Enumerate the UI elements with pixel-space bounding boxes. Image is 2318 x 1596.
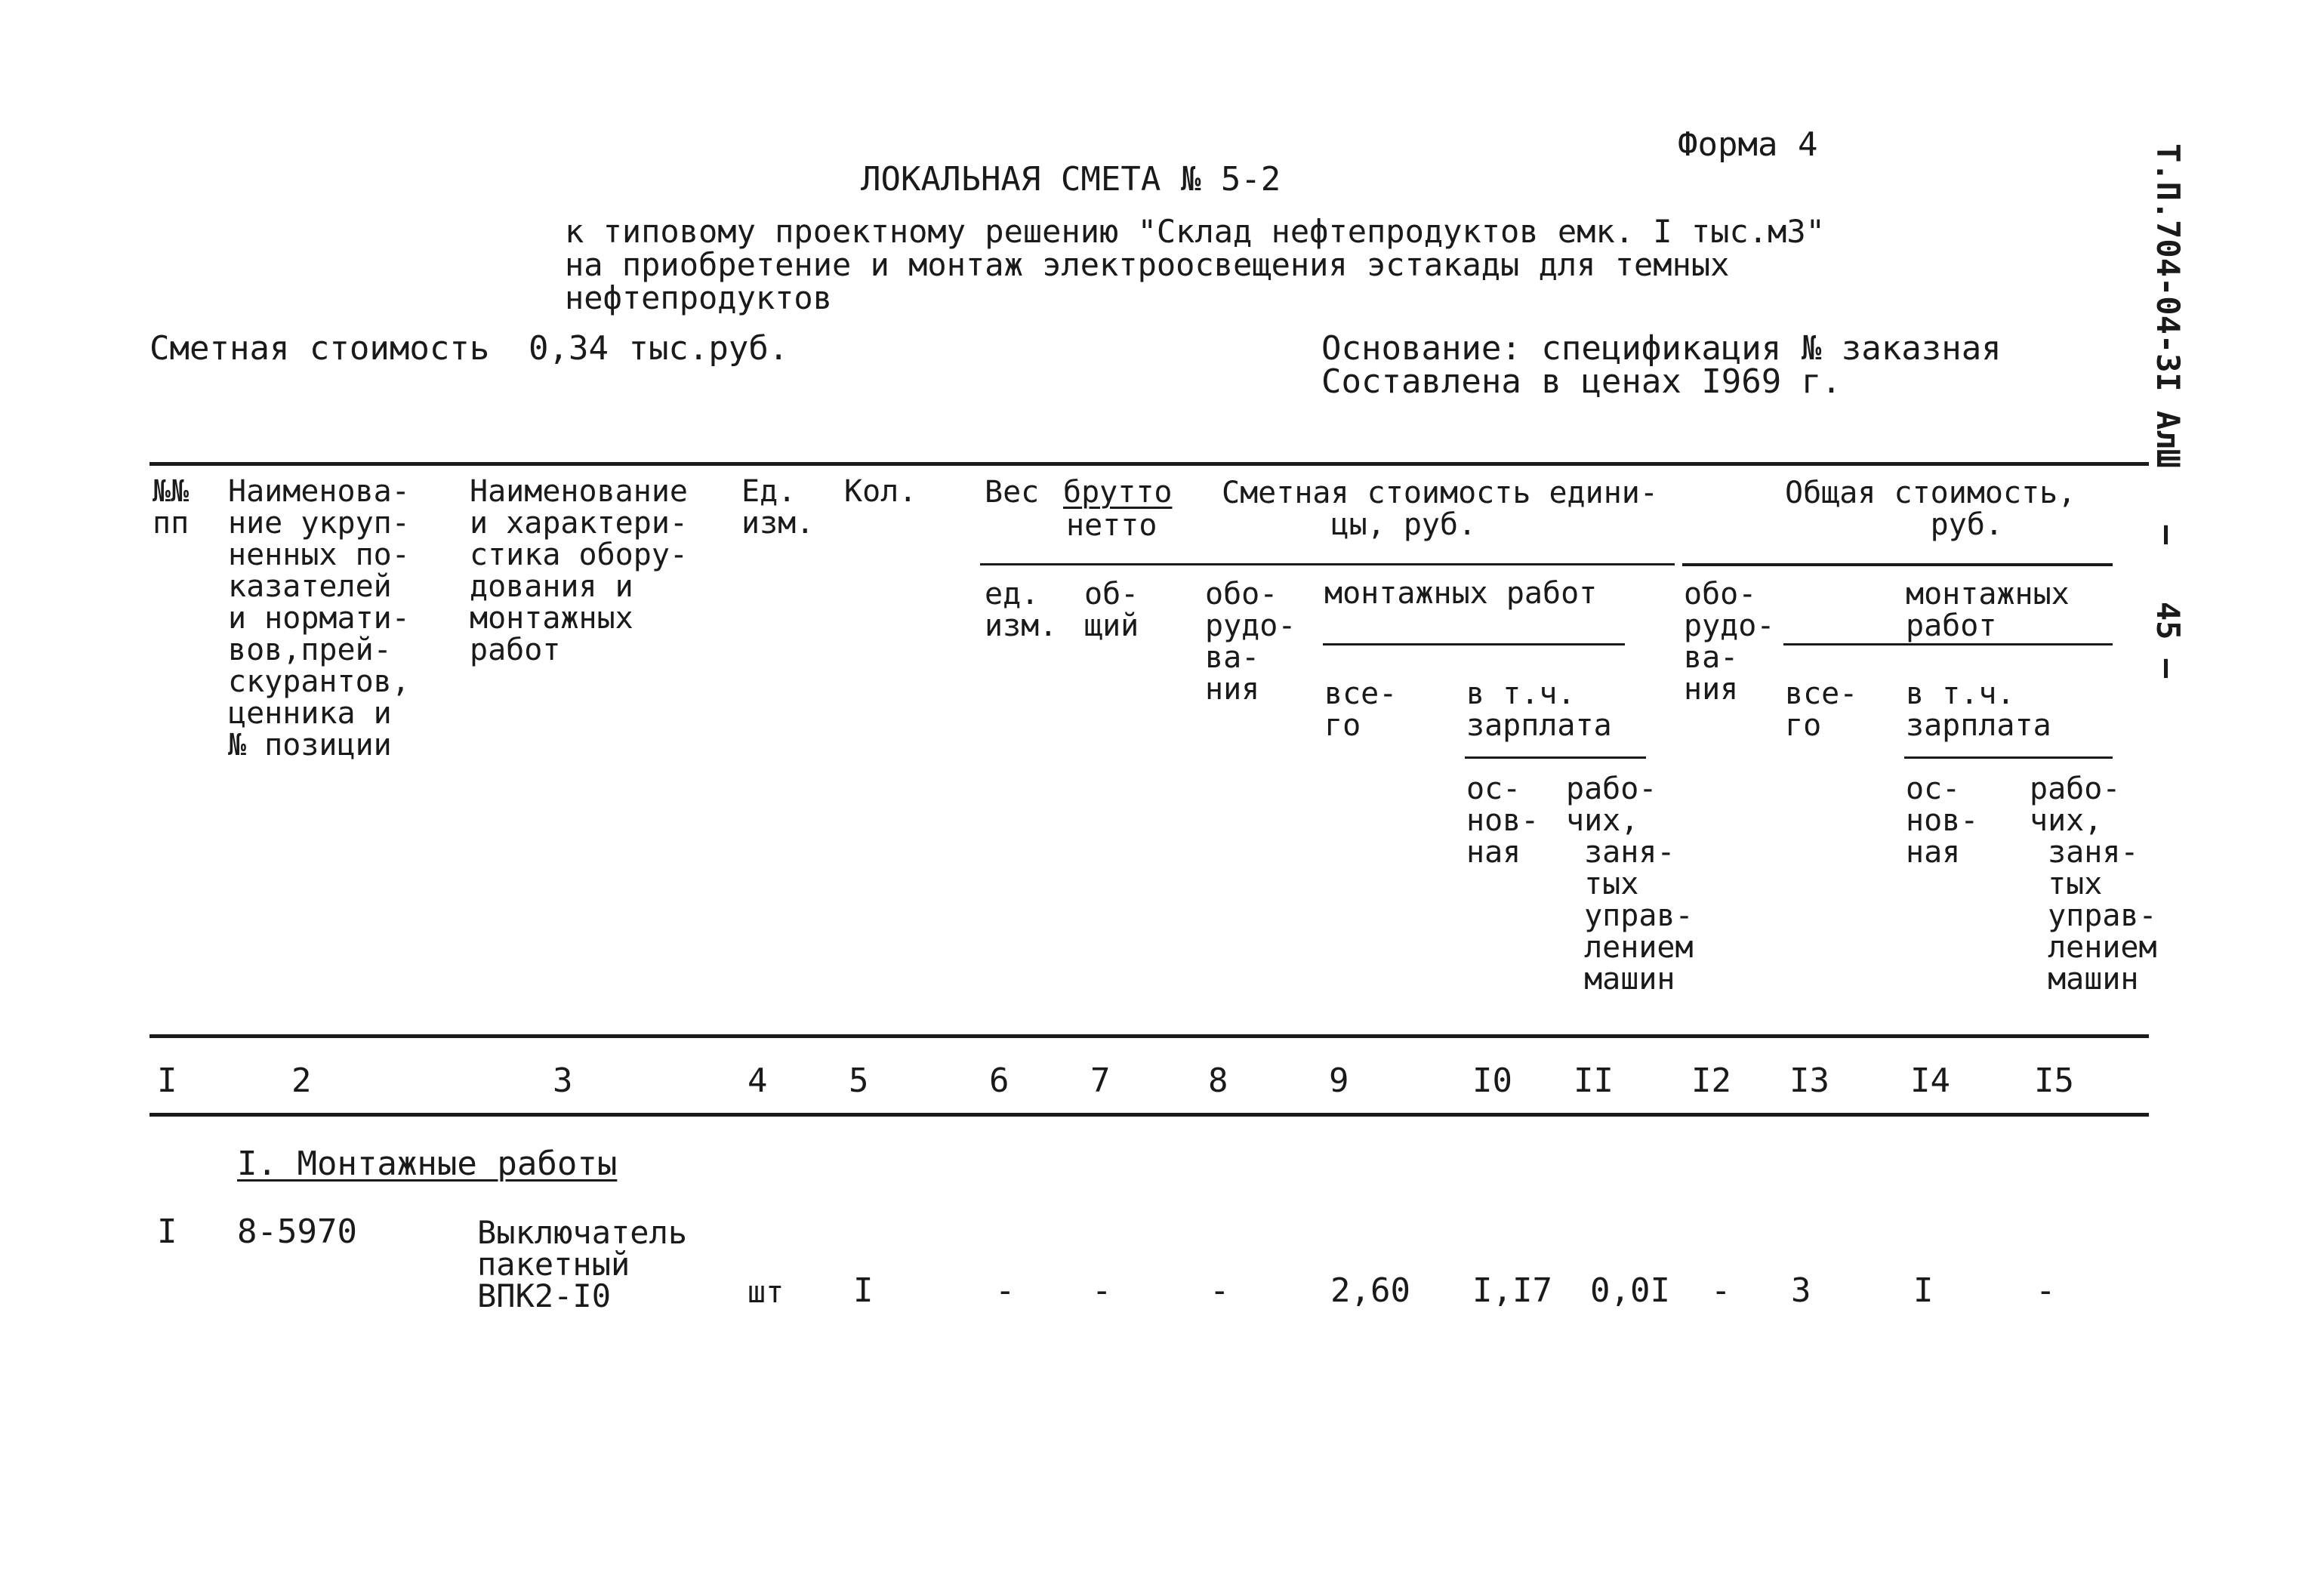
mount-works-rule-2 [1783, 643, 2113, 645]
header-col-13: все- го [1785, 676, 1858, 743]
header-bottom-rule [149, 1034, 2149, 1038]
prices-line: Составлена в ценах I969 г. [1321, 362, 1842, 401]
row-weight-unit: - [995, 1271, 1016, 1310]
header-col-8: обо- рудо- ва- ния [1205, 577, 1296, 707]
row-equip-unit: - [1210, 1271, 1230, 1310]
header-weight-net: нетто [1066, 508, 1157, 543]
column-number: 2 [291, 1061, 312, 1100]
cost-label: Сметная стоимость [149, 329, 490, 368]
row-total-salary-machine: - [2036, 1271, 2056, 1310]
row-code: 8-5970 [237, 1212, 357, 1251]
header-col-15: рабо- чих, заня- тых управ- лением машин [2030, 772, 2157, 997]
side-stamp-text: Т.П.704-04-3I АлШ — 45 — [2150, 143, 2187, 679]
header-col-9: все- го [1324, 676, 1398, 743]
header-unit-cost-group: Сметная стоимость едини- цы, руб. [1222, 476, 1658, 542]
column-number: II [1574, 1061, 1614, 1100]
subtitle-line-1: к типовому проектному решению "Склад нефтепродуктов емк. I тыс.м3" [565, 213, 1825, 250]
document-title: ЛОКАЛЬНАЯ СМЕТА № 5-2 [861, 160, 1281, 199]
column-number: I4 [1910, 1061, 1950, 1100]
header-col-4: Ед. изм. [741, 474, 815, 541]
row-total-salary-main: I [1913, 1271, 1934, 1310]
row-equip-total: - [1711, 1271, 1731, 1310]
header-col-1: №№ пп [153, 474, 190, 541]
column-number: 7 [1090, 1061, 1111, 1100]
header-col-12: обо- рудо- ва- ния [1684, 577, 1775, 707]
row-weight-total: - [1092, 1271, 1112, 1310]
header-mount-works-1: монтажных работ [1324, 576, 1598, 611]
row-qty: I [853, 1271, 874, 1310]
header-col-7: об- щий [1084, 577, 1139, 643]
row-name: Выключатель пакетный ВПК2-I0 [477, 1214, 688, 1314]
column-number: 4 [747, 1061, 768, 1100]
basis-line: Основание: спецификация № заказная [1321, 329, 2002, 368]
column-number: 5 [849, 1061, 869, 1100]
column-number: 3 [553, 1061, 573, 1100]
weight-group-rule [980, 563, 1207, 565]
column-number: I0 [1472, 1061, 1512, 1100]
column-number: I [157, 1061, 177, 1100]
form-label: Форма 4 [1678, 125, 1818, 164]
header-weight-label: Вес [985, 475, 1040, 510]
header-col-3: Наименование и характери- стика обору- дования и монтажных работ [470, 474, 688, 667]
column-number: I5 [2034, 1061, 2074, 1100]
mount-works-rule-1 [1323, 643, 1625, 645]
column-number: I2 [1691, 1061, 1731, 1100]
column-number: 8 [1208, 1061, 1228, 1100]
subtitle-line-2: на приобретение и монтаж электроосвещения эстакады для темных [565, 246, 1730, 283]
unit-cost-group-rule [1207, 563, 1675, 565]
header-total-cost-group: Общая стоимость, руб. [1785, 476, 2076, 542]
header-col-6: ед. изм. [985, 577, 1058, 643]
row-salary-machine: 0,0I [1590, 1271, 1670, 1310]
row-number: I [157, 1212, 177, 1251]
column-number: I3 [1789, 1061, 1829, 1100]
row-salary-main: I,I7 [1472, 1271, 1552, 1310]
header-col-14: ос- нов- ная [1906, 772, 1979, 870]
header-col-2: Наименова- ние укруп- ненных по- казателей и нормати- вов,прей- скурантов, ценника и № позиции [228, 474, 410, 763]
row-unit: шт [747, 1275, 784, 1310]
table-top-rule [149, 462, 2149, 466]
section-title: I. Монтажные работы [237, 1145, 618, 1183]
salary-rule-2 [1904, 756, 2113, 759]
total-cost-group-rule [1682, 563, 2113, 566]
side-stamp [2141, 143, 2232, 717]
subtitle-line-3: нефтепродуктов [565, 279, 833, 316]
row-total-all: 3 [1791, 1271, 1811, 1310]
column-number: 9 [1329, 1061, 1349, 1100]
column-number: 6 [989, 1061, 1010, 1100]
numbers-bottom-rule [149, 1113, 2149, 1117]
header-weight-gross: брутто [1063, 475, 1173, 510]
header-col-11: рабо- чих, заня- тых управ- лением машин [1566, 772, 1694, 997]
cost-value: 0,34 тыс.руб. [529, 329, 789, 368]
header-col-10: ос- нов- ная [1466, 772, 1540, 870]
header-mount-works-2: монтажных работ [1906, 577, 2070, 643]
row-mount-total: 2,60 [1330, 1271, 1410, 1310]
header-incl-salary-1: в т.ч. зарплата [1466, 676, 1612, 743]
salary-rule-1 [1465, 756, 1646, 759]
header-incl-salary-2: в т.ч. зарплата [1906, 676, 2051, 743]
header-col-5: Кол. [844, 474, 917, 509]
